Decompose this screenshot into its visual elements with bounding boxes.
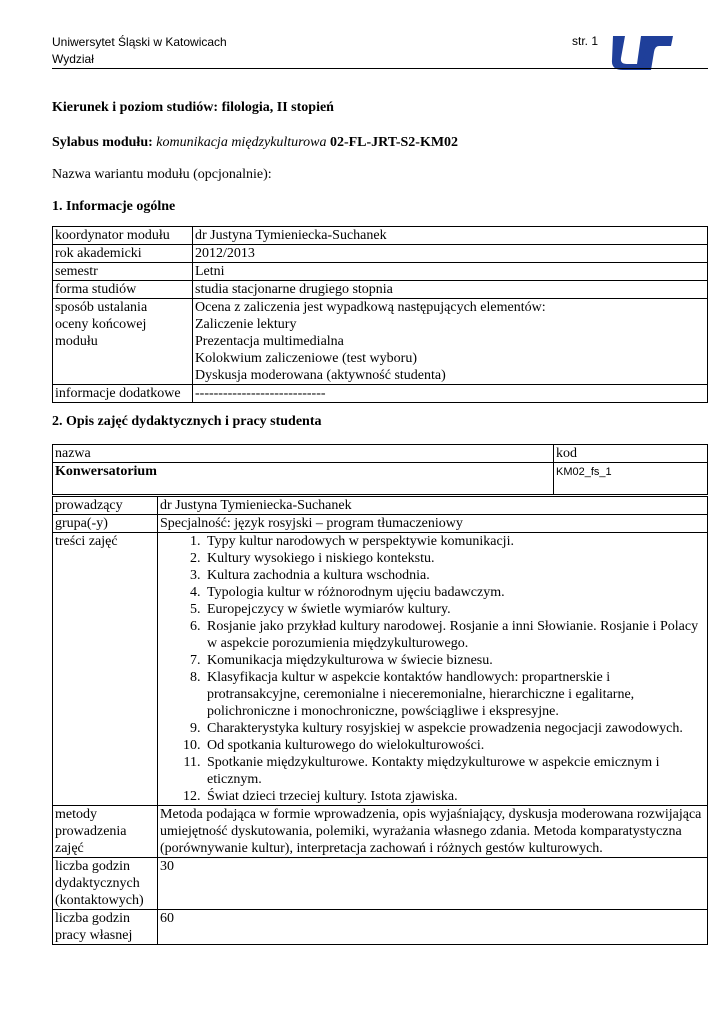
info-table — [52, 226, 708, 403]
godz-kontakt-label: liczba godzin dydaktycznych (kontaktowych) — [53, 858, 158, 910]
table-row — [53, 533, 708, 806]
table-row — [53, 281, 708, 299]
section-1-heading: 1. Informacje ogólne — [52, 199, 176, 214]
grupa-label: grupa(-y) — [53, 515, 158, 533]
rok-label: rok akademicki — [53, 245, 193, 263]
list-item: 10. Od spotkania kulturowego do wielokulturowości. — [204, 737, 705, 754]
koordynator-value: dr Justyna Tymieniecka-Suchanek — [193, 227, 708, 245]
nazwa-label: nazwa — [53, 445, 554, 463]
table-row — [53, 263, 708, 281]
table-row — [53, 245, 708, 263]
godz-wlasne-label: liczba godzin pracy własnej — [53, 910, 158, 945]
prowadzacy-label: prowadzący — [53, 497, 158, 515]
nazwa-kod-table — [52, 444, 708, 495]
list-item: 8. Klasyfikacja kultur w aspekcie kontaktów handlowych: propartnerskie i protransakcyjne, ceremonialne i nieceremonialne, hierarchiczne i egalitarne, polichroniczne i monochroniczne, powściągliwe i ekspresyjne. — [204, 669, 705, 720]
table-row — [53, 299, 708, 385]
table-row — [53, 445, 708, 463]
kod-label: kod — [554, 445, 708, 463]
semestr-label: semestr — [53, 263, 193, 281]
godz-kontakt-value: 30 — [158, 858, 708, 910]
tresci-label: treści zajęć — [53, 533, 158, 806]
rok-value: 2012/2013 — [193, 245, 708, 263]
wariant-line: Nazwa wariantu modułu (opcjonalnie): — [52, 167, 272, 182]
list-item: 3. Kultura zachodnia a kultura wschodnia. — [204, 567, 705, 584]
sylabus-name: komunikacja międzykulturowa — [156, 135, 327, 150]
table-row — [53, 858, 708, 910]
list-item: 7. Komunikacja międzykulturowa w świecie biznesu. — [204, 652, 705, 669]
tresci-value — [158, 533, 708, 806]
table-row — [53, 515, 708, 533]
university-logo — [611, 32, 675, 72]
tresci-list — [160, 533, 705, 805]
list-item: 5. Europejczycy w świetle wymiarów kultury. — [204, 601, 705, 618]
dodatkowe-value: ---------------------------- — [193, 385, 708, 403]
list-item: 6. Rosjanie jako przykład kultury narodowej. Rosjanie a inni Słowianie. Rosjanie i Polacy w aspekcie porozumienia międzykulturowego. — [204, 618, 705, 652]
list-item: 4. Typologia kultur w różnorodnym ujęciu badawczym. — [204, 584, 705, 601]
zajecia-table — [52, 496, 708, 945]
forma-value: studia stacjonarne drugiego stopnia — [193, 281, 708, 299]
table-row — [53, 806, 708, 858]
list-item: 9. Charakterystyka kultury rosyjskiej w aspekcie prowadzenia negocjacji zawodowych. — [204, 720, 705, 737]
prowadzacy-value: dr Justyna Tymieniecka-Suchanek — [158, 497, 708, 515]
table-row — [53, 385, 708, 403]
section-2-heading: 2. Opis zajęć dydaktycznych i pracy studenta — [52, 414, 322, 429]
list-item: 12. Świat dzieci trzeciej kultury. Istota zjawiska. — [204, 788, 705, 805]
kod-value: KM02_fs_1 — [554, 463, 708, 495]
sylabus-label: Sylabus modułu: — [52, 135, 153, 150]
table-row — [53, 910, 708, 945]
header-institution — [52, 34, 227, 68]
list-item: 2. Kultury wysokiego i niskiego kontekstu. — [204, 550, 705, 567]
kierunek-line: Kierunek i poziom studiów: filologia, II stopień — [52, 100, 334, 115]
table-row — [53, 463, 708, 495]
nazwa-value: Konwersatorium — [53, 463, 554, 495]
table-row — [53, 227, 708, 245]
dodatkowe-label: informacje dodatkowe — [53, 385, 193, 403]
metody-value: Metoda podająca w formie wprowadzenia, opis wyjaśniający, dyskusja moderowana rozwijająca umiejętność dyskutowania, polemiki, wyrażania własnego zdania. Metoda komparatystyczna (porównywanie kultur), interpretacja zachowań i różnych gestów kulturowych. — [158, 806, 708, 858]
godz-wlasne-value: 60 — [158, 910, 708, 945]
faculty-name: Wydział — [52, 52, 94, 66]
sylabus-line — [52, 134, 458, 151]
sposob-label: sposób ustalania oceny końcowej modułu — [53, 299, 193, 385]
list-item: 1. Typy kultur narodowych w perspektywie komunikacji. — [204, 533, 705, 550]
table-row — [53, 497, 708, 515]
list-item: 11. Spotkanie międzykulturowe. Kontakty międzykulturowe w aspekcie emicznym i eticznym. — [204, 754, 705, 788]
page-number: str. 1 — [572, 34, 599, 48]
metody-label: metody prowadzenia zajęć — [53, 806, 158, 858]
sposob-value: Ocena z zaliczenia jest wypadkową następujących elementów: Zaliczenie lektury Prezentacja multimedialna Kolokwium zaliczeniowe (test wyboru) Dyskusja moderowana (aktywność studenta) — [193, 299, 708, 385]
koordynator-label: koordynator modułu — [53, 227, 193, 245]
header-rule — [52, 68, 708, 69]
grupa-value: Specjalność: język rosyjski – program tłumaczeniowy — [158, 515, 708, 533]
sylabus-code: 02-FL-JRT-S2-KM02 — [329, 135, 459, 150]
semestr-value: Letni — [193, 263, 708, 281]
forma-label: forma studiów — [53, 281, 193, 299]
university-name: Uniwersytet Śląski w Katowicach — [52, 35, 227, 49]
